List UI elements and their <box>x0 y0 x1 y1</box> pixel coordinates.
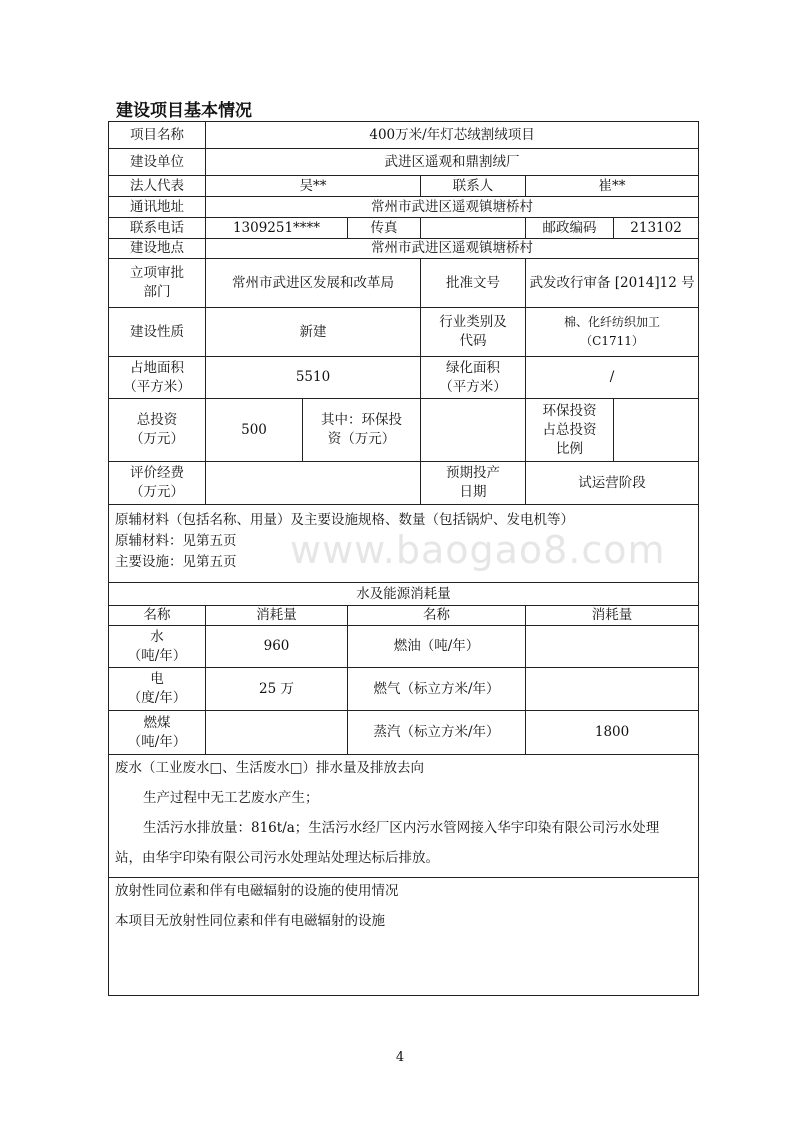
expected-date: 试运营阶段 <box>526 462 699 505</box>
label-expected-2: 日期 <box>459 484 487 500</box>
postcode: 213102 <box>614 218 699 239</box>
fax <box>421 218 526 239</box>
label-env-ratio-2: 占总投资 <box>542 421 597 438</box>
energy-water-value: 960 <box>206 626 348 668</box>
materials-line-2: 原辅材料：见第五页 <box>115 533 237 549</box>
label-env-invest-1: 其中：环保投 <box>321 412 402 428</box>
wastewater-paragraph-2: 生活污水排放量：816t/a；生活污水经厂区内污水管网接入华宇印染有限公司污水处理站，由华宇印染有限公司污水处理站处理达标后排放。 <box>115 820 660 866</box>
energy-row-coal-name <box>109 711 206 755</box>
label-area-2: （平方米） <box>123 378 191 395</box>
eval-cost <box>206 462 421 505</box>
industry-1: 棉、化纤纺织加工 <box>564 315 661 329</box>
construction-unit: 武进区遥观和鼎割绒厂 <box>206 149 699 176</box>
contact-person: 崔** <box>526 176 699 197</box>
energy-electricity-value: 25 万 <box>206 668 348 711</box>
materials-line-1: 原辅材料（包括名称、用量）及主要设施规格、数量（包括锅炉、发电机等） <box>115 512 574 528</box>
wastewater-section <box>109 755 699 878</box>
label-green-2: （平方米） <box>439 378 507 395</box>
materials-line-3: 主要设施：见第五页 <box>115 554 237 570</box>
label-invest <box>109 399 206 462</box>
energy-header-name-2: 名称 <box>348 606 526 626</box>
watermark: www.baogao8.com <box>290 528 666 572</box>
label-approval-dept-2: 部门 <box>143 284 171 300</box>
label-phone: 联系电话 <box>109 218 206 239</box>
label-eval-cost-1: 评价经费 <box>130 465 184 481</box>
approval-no: 武发改行审备 [2014]12 号 <box>526 259 699 308</box>
energy-header-value-2: 消耗量 <box>526 606 699 626</box>
green-area: / <box>526 357 699 399</box>
label-contact: 联系人 <box>421 176 526 197</box>
address: 常州市武进区遥观镇塘桥村 <box>206 197 699 218</box>
label-invest-2: （万元） <box>130 431 184 447</box>
page-title: 建设项目基本情况 <box>116 101 252 121</box>
page-number: 4 <box>395 1050 405 1065</box>
label-industry <box>421 308 526 357</box>
label-invest-1: 总投资 <box>136 412 178 428</box>
energy-fuel-oil-value <box>526 626 699 668</box>
energy-fuel-oil-name: 燃油（吨/年） <box>348 626 526 668</box>
radiation-heading: 放射性同位素和伴有电磁辐射的设施的使用情况 <box>115 883 399 899</box>
energy-electricity-name-1: 电 <box>150 671 164 687</box>
energy-steam-value: 1800 <box>526 711 699 755</box>
label-area <box>109 357 206 399</box>
materials-section <box>109 505 699 583</box>
energy-steam-name: 蒸汽（标立方米/年） <box>348 711 526 755</box>
total-investment: 500 <box>206 399 303 462</box>
label-industry-1: 行业类别及 <box>439 314 507 330</box>
label-approval-dept <box>109 259 206 308</box>
label-green-1: 绿化面积 <box>446 359 500 376</box>
phone: 1309251**** <box>206 218 348 239</box>
label-env-invest <box>303 399 421 462</box>
label-green <box>421 357 526 399</box>
label-env-ratio <box>526 399 614 462</box>
label-postcode: 邮政编码 <box>526 218 614 239</box>
energy-electricity-name-2: （度/年） <box>127 690 187 706</box>
energy-row-water-name <box>109 626 206 668</box>
label-env-ratio-1: 环保投资 <box>542 402 597 419</box>
label-eval-cost <box>109 462 206 505</box>
energy-gas-value <box>526 668 699 711</box>
label-project-name: 项目名称 <box>109 122 206 149</box>
wastewater-paragraph-1: 生产过程中无工艺废水产生； <box>143 790 319 806</box>
label-approval-no: 批准文号 <box>421 259 526 308</box>
construction-site: 常州市武进区遥观镇塘桥村 <box>206 239 699 259</box>
label-area-1: 占地面积 <box>130 359 184 376</box>
label-nature: 建设性质 <box>109 308 206 357</box>
label-legal: 法人代表 <box>109 176 206 197</box>
label-unit: 建设单位 <box>109 149 206 176</box>
project-info-table <box>108 121 699 996</box>
energy-water-name-1: 水 <box>150 628 164 645</box>
label-env-invest-2: 资（万元） <box>327 431 396 447</box>
project-name: 400万米/年灯芯绒割绒项目 <box>206 122 699 149</box>
energy-gas-name: 燃气（标立方米/年） <box>348 668 526 711</box>
energy-row-electricity-name <box>109 668 206 711</box>
energy-header-value-1: 消耗量 <box>206 606 348 626</box>
label-expected-1: 预期投产 <box>446 465 500 481</box>
legal-representative: 吴** <box>206 176 421 197</box>
energy-header-name-1: 名称 <box>109 606 206 626</box>
label-approval-dept-1: 立项审批 <box>130 265 184 281</box>
radiation-text: 本项目无放射性同位素和伴有电磁辐射的设施 <box>115 913 385 929</box>
label-expected <box>421 462 526 505</box>
energy-water-name-2: （吨/年） <box>127 647 187 664</box>
label-eval-cost-2: （万元） <box>130 484 184 500</box>
energy-coal-name-2: （吨/年） <box>127 733 187 750</box>
land-area: 5510 <box>206 357 421 399</box>
energy-section-title: 水及能源消耗量 <box>109 583 699 606</box>
approval-dept: 常州市武进区发展和改革局 <box>206 259 421 308</box>
radiation-section <box>109 878 699 996</box>
label-site: 建设地点 <box>109 239 206 259</box>
label-industry-2: 代码 <box>459 333 487 349</box>
label-address: 通讯地址 <box>109 197 206 218</box>
wastewater-heading: 废水（工业废水□、生活废水□）排水量及排放去向 <box>115 760 425 776</box>
energy-coal-name-1: 燃煤 <box>143 714 171 731</box>
env-investment <box>421 399 526 462</box>
env-ratio <box>614 399 699 462</box>
construction-nature: 新建 <box>206 308 421 357</box>
industry <box>526 308 699 357</box>
label-fax: 传真 <box>348 218 421 239</box>
energy-coal-value <box>206 711 348 755</box>
label-env-ratio-3: 比例 <box>556 440 583 457</box>
industry-2: （C1711） <box>580 334 644 348</box>
